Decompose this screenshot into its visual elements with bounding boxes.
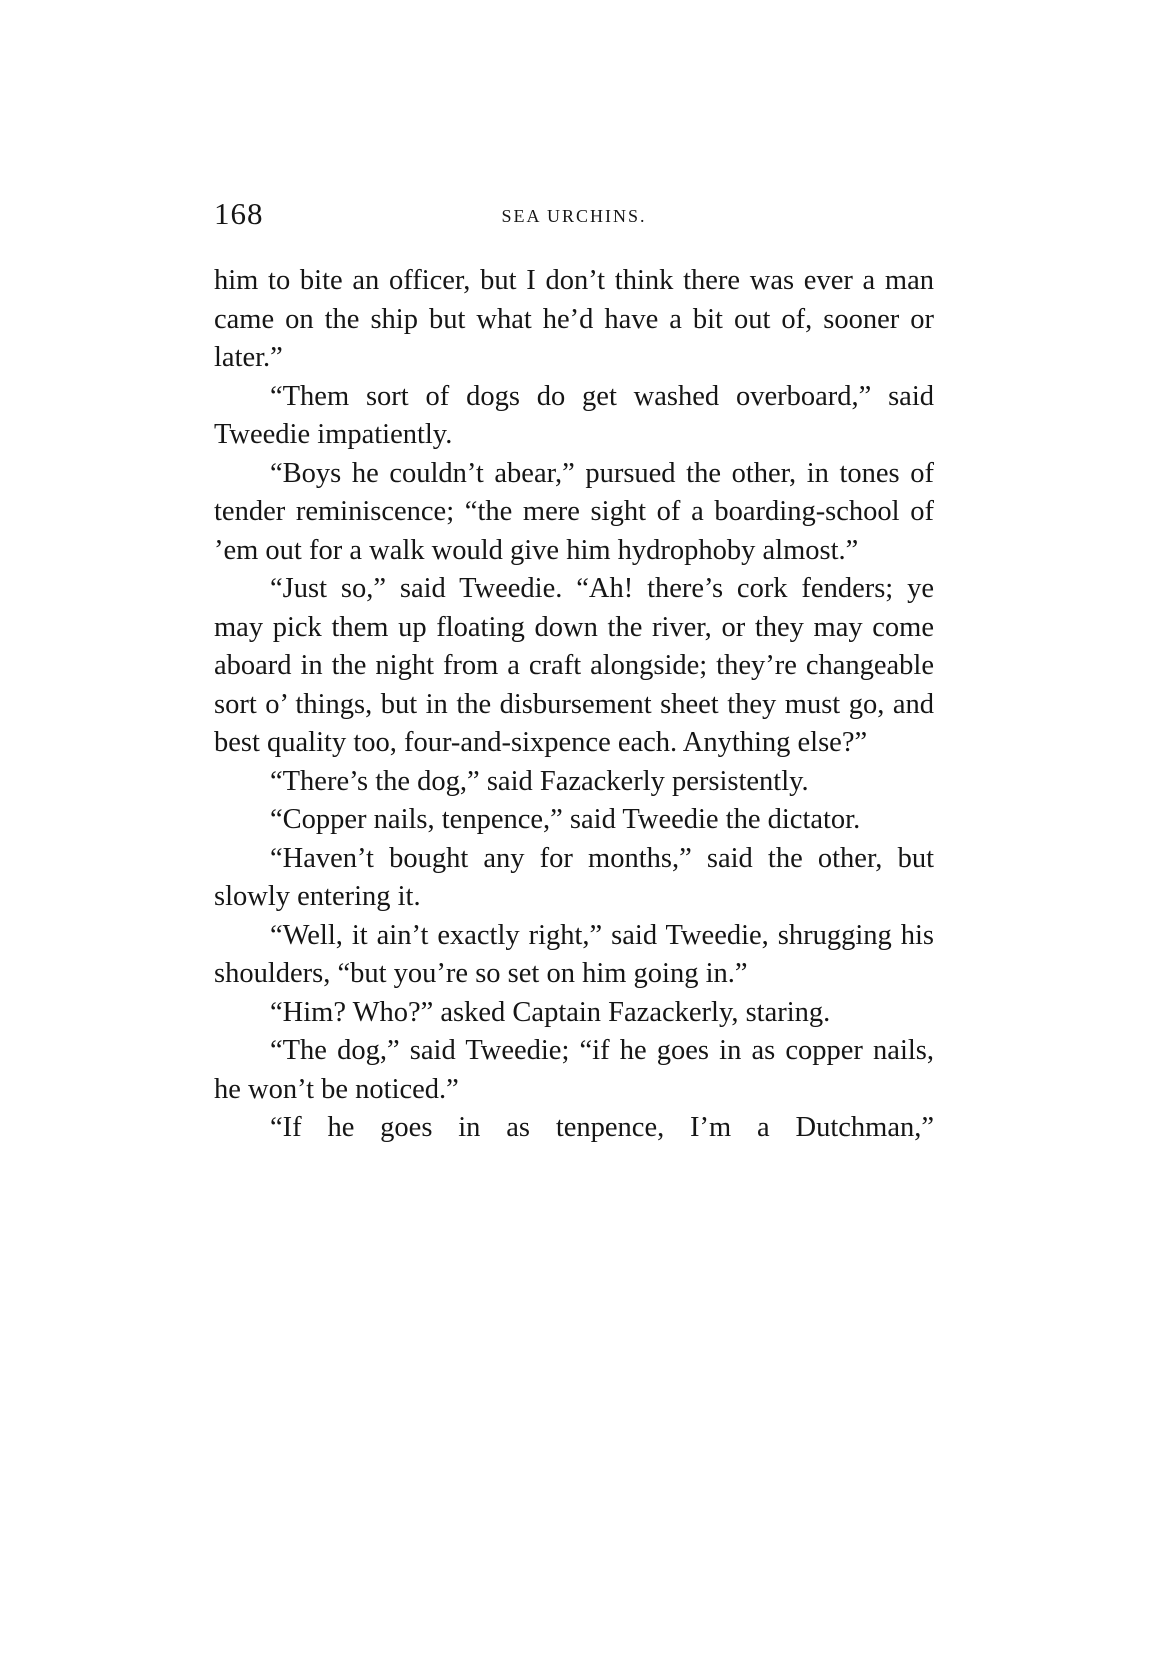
paragraph: “Them sort of dogs do get washed overboard,” said Tweedie impatiently.: [214, 380, 934, 450]
paragraph: “If he goes in as tenpence, I’m a Dutchman,”: [270, 1112, 934, 1143]
paragraph: “The dog,” said Tweedie; “if he goes in as copper nails, he won’t be noticed.”: [214, 1035, 934, 1105]
paragraph: “There’s the dog,” said Fazackerly persistently.: [270, 765, 809, 797]
paragraph: “Boys he couldn’t abear,” pursued the other, in tones of tender reminiscence; “the mere sight of a boarding-school of ’em out for a walk would give him hydrophoby almost.”: [214, 457, 934, 566]
paragraph: “Copper nails, tenpence,” said Tweedie the dictator.: [270, 804, 861, 835]
running-head: SEA URCHINS.: [501, 206, 647, 226]
paragraph: him to bite an officer, but I don’t think there was ever a man came on the ship but what he’d have a bit out of, sooner or later.”: [214, 265, 934, 373]
paragraph: “Him? Who?” asked Captain Fazackerly, staring.: [270, 996, 831, 1028]
body-text: [214, 262, 934, 1148]
page-header: [214, 196, 934, 236]
page-number: 168: [214, 196, 264, 231]
paragraph: “Haven’t bought any for months,” said the other, but slowly entering it.: [214, 842, 934, 912]
paragraph: “Well, it ain’t exactly right,” said Tweedie, shrugging his shoulders, “but you’re so set on him going in.”: [214, 919, 934, 989]
paragraph: “Just so,” said Tweedie. “Ah! there’s cork fenders; ye may pick them up floating down the river, or they may come aboard in the night from a craft alongside; they’re changeable sort o’ things, but in the disbursement sheet they must go, and best quality too, four-and-sixpence each. Anything else?”: [214, 573, 934, 758]
